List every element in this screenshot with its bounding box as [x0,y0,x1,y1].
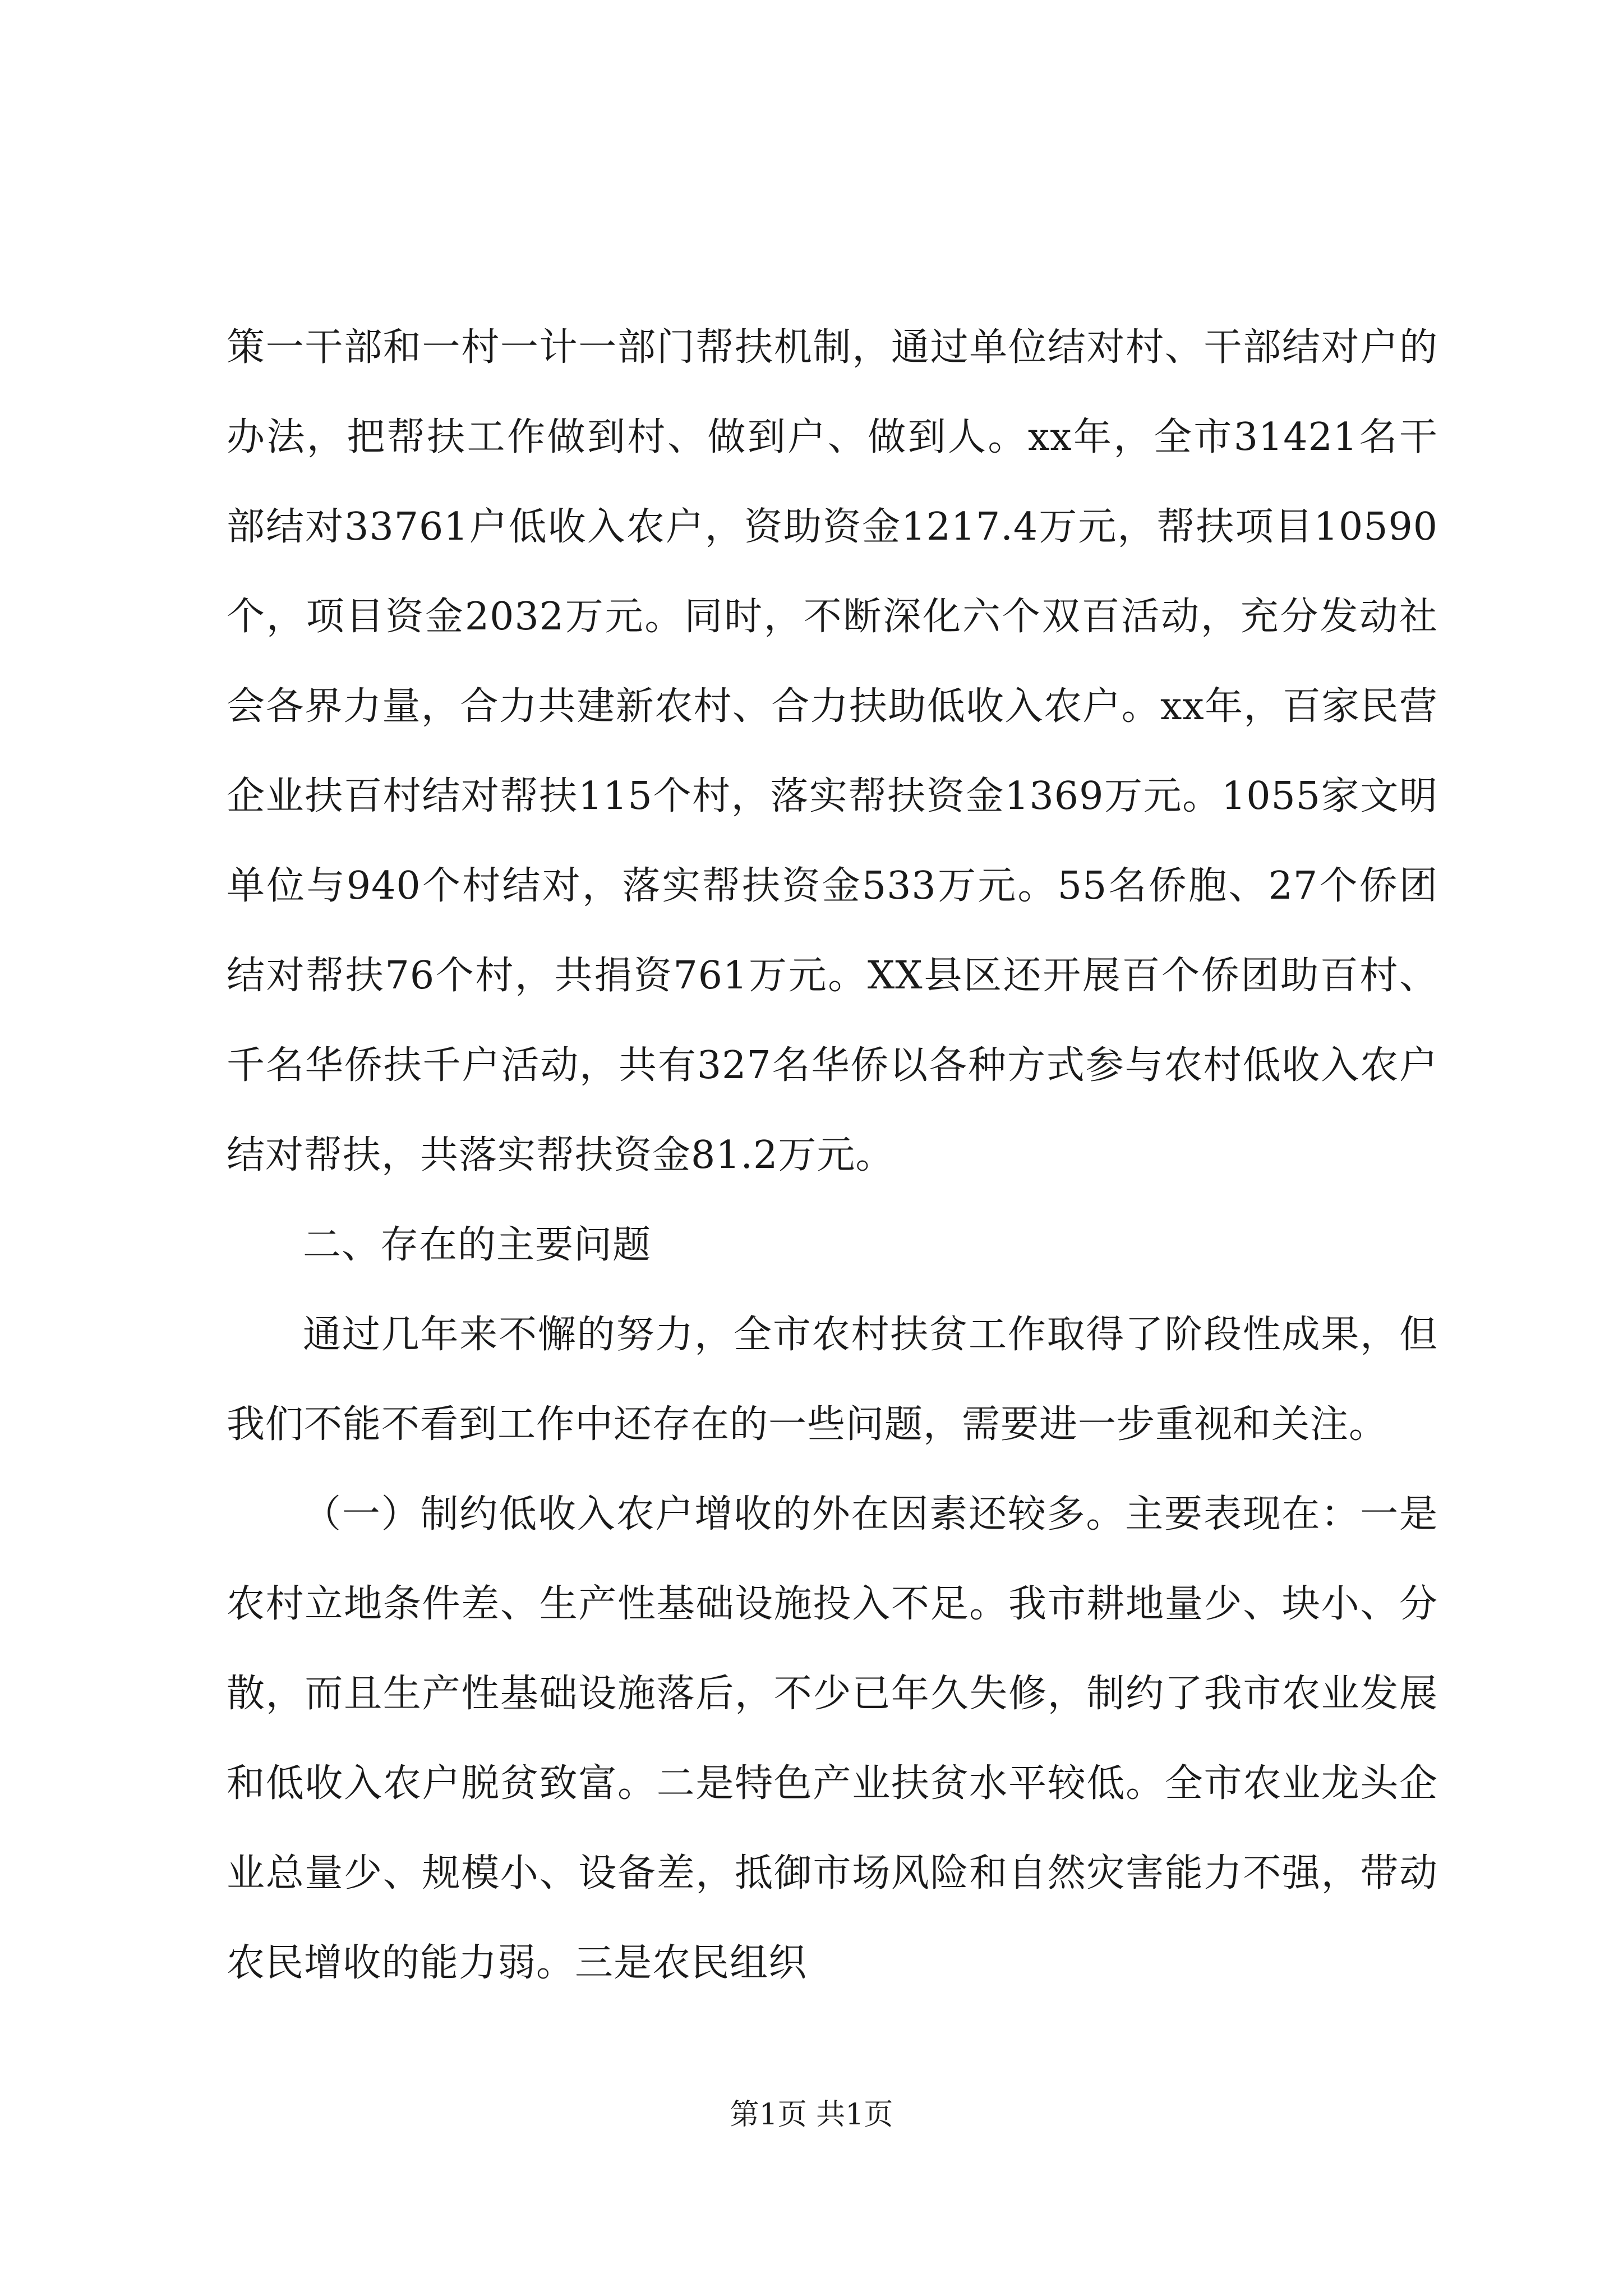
paragraph-intro-problems: 通过几年来不懈的努力，全市农村扶贫工作取得了阶段性成果，但我们不能不看到工作中还存在的一些问题，需要进一步重视和关注。 [227,1313,1438,1447]
section-heading: 二、存在的主要问题 [303,1223,652,1267]
page-number: 第1页 共1页 [730,2098,893,2132]
paragraph-external-factors: （一）制约低收入农户增收的外在因素还较多。主要表现在：一是农村立地条件差、生产性基础设施投入不足。我市耕地量少、块小、分散，而且生产性基础设施落后，不少已年久失修，制约了我市农业发展和低收入农户脱贫致富。二是特色产业扶贫水平较低。全市农业龙头企业总量少、规模小、设备差，抵御市场风险和自然灾害能力不强，带动农民增收的能力弱。三是农民组织 [227,1492,1438,1985]
document-body [227,303,1438,2008]
paragraph-continuation: 策一干部和一村一计一部门帮扶机制，通过单位结对村、干部结对户的办法，把帮扶工作做到村、做到户、做到人。xx年，全市31421名干部结对33761户低收入农户，资助资金1217.4万元，帮扶项目10590个，项目资金2032万元。同时，不断深化六个双百活动，充分发动社会各界力量，合力共建新农村、合力扶助低收入农户。xx年，百家民营企业扶百村结对帮扶115个村，落实帮扶资金1369万元。1055家文明单位与940个村结对，落实帮扶资金533万元。55名侨胞、27个侨团结对帮扶76个村，共捐资761万元。XX县区还开展百个侨团助百村、千名华侨扶千户活动，共有327名华侨以各种方式参与农村低收入农户结对帮扶，共落实帮扶资金81.2万元。 [227,325,1438,1177]
page-footer [0,2095,1623,2134]
